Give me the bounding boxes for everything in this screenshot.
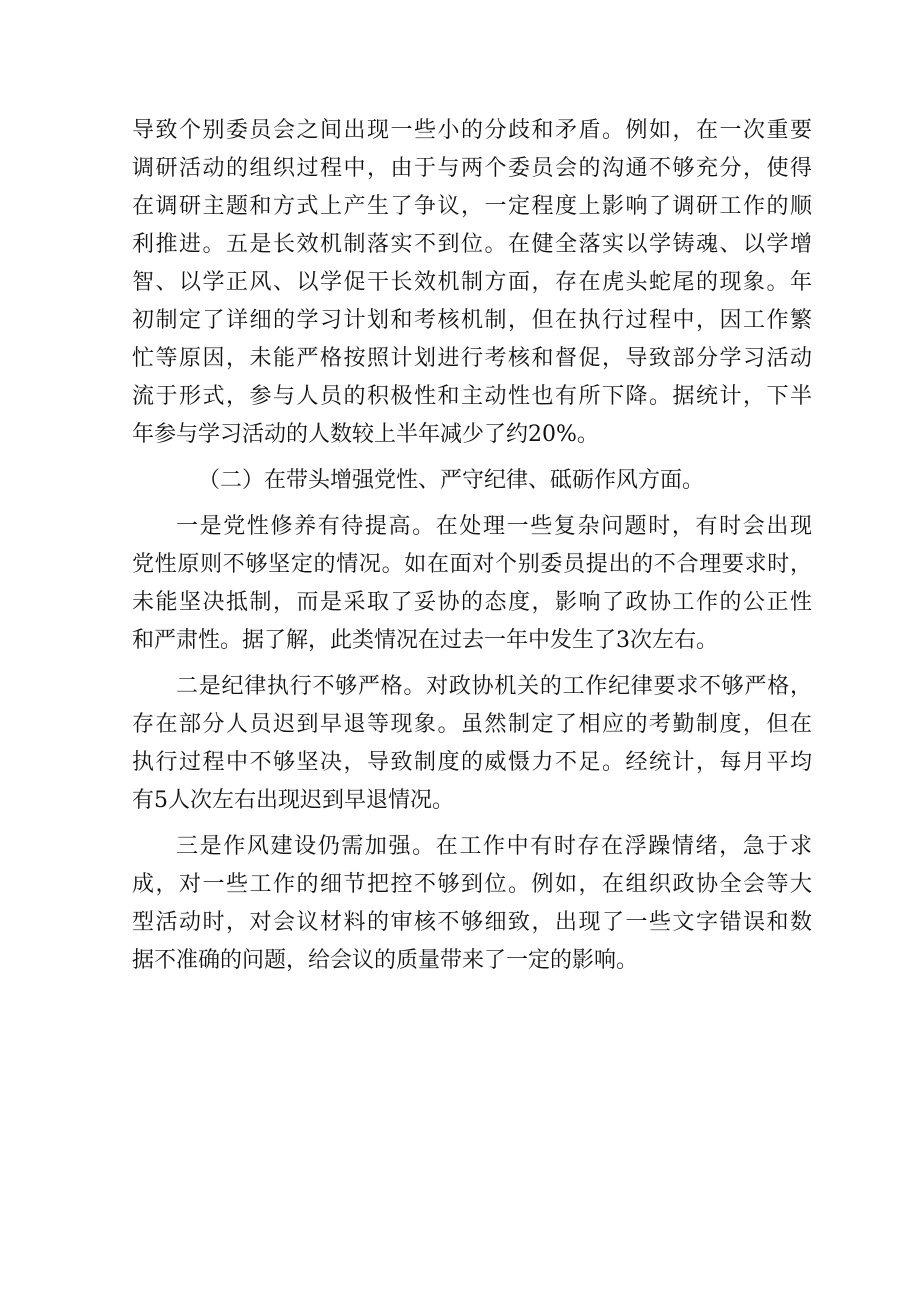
paragraph-4 (132, 828, 812, 980)
text-line: 成，对一些工作的细节把控不够到位。例如，在组织政协全会等大 (132, 872, 812, 897)
paragraph-gap (132, 500, 812, 508)
text-line: 存在部分人员迟到早退等现象。虽然制定了相应的考勤制度，但在 (132, 712, 812, 737)
text-line: 一是党性修养有待提高。在处理一些复杂问题时，有时会出现 (176, 514, 812, 539)
text-line: 初制定了详细的学习计划和考核机制，但在执行过程中，因工作繁 (132, 308, 812, 333)
section-heading-block (132, 462, 812, 500)
text-line: 据不准确的问题，给会议的质量带来了一定的影响。 (132, 948, 639, 973)
text-line: 型活动时，对会议材料的审核不够细致，出现了一些文字错误和数 (132, 910, 812, 935)
paragraph-3 (132, 668, 812, 820)
paragraph-gap (132, 454, 812, 462)
document-body (132, 112, 812, 980)
text-line: 在调研主题和方式上产生了争议，一定程度上影响了调研工作的顺 (132, 194, 812, 219)
text-line: 智、以学正风、以学促干长效机制方面，存在虎头蛇尾的现象。年 (132, 270, 812, 295)
text-line: 流于形式，参与人员的积极性和主动性也有所下降。据统计，下半 (132, 384, 812, 409)
text-line: 未能坚决抵制，而是采取了妥协的态度，影响了政协工作的公正性 (132, 590, 812, 615)
paragraph-gap (132, 820, 812, 828)
text-line: 忙等原因，未能严格按照计划进行考核和督促，导致部分学习活动 (132, 346, 812, 371)
text-line: 党性原则不够坚定的情况。如在面对个别委员提出的不合理要求时， (132, 552, 812, 577)
paragraph-2 (132, 508, 812, 660)
paragraph-1 (132, 112, 812, 454)
paragraph-gap (132, 660, 812, 668)
text-line: 和严肃性。据了解，此类情况在过去一年中发生了3次左右。 (132, 628, 718, 653)
text-line: 有5人次左右出现迟到早退情况。 (132, 788, 454, 813)
text-line: 导致个别委员会之间出现一些小的分歧和矛盾。例如，在一次重要 (132, 118, 812, 143)
text-line: 利推进。五是长效机制落实不到位。在健全落实以学铸魂、以学增 (132, 232, 812, 257)
text-line: 二是纪律执行不够严格。对政协机关的工作纪律要求不够严格， (176, 674, 812, 699)
section-heading: （二）在带头增强党性、严守纪律、砥砺作风方面。 (198, 468, 705, 493)
text-line: 执行过程中不够坚决，导致制度的威慑力不足。经统计，每月平均 (132, 750, 812, 775)
text-line: 调研活动的组织过程中，由于与两个委员会的沟通不够充分，使得 (132, 156, 812, 181)
text-line: 三是作风建设仍需加强。在工作中有时存在浮躁情绪，急于求 (176, 834, 812, 859)
text-line: 年参与学习活动的人数较上半年减少了约20%。 (132, 422, 599, 447)
